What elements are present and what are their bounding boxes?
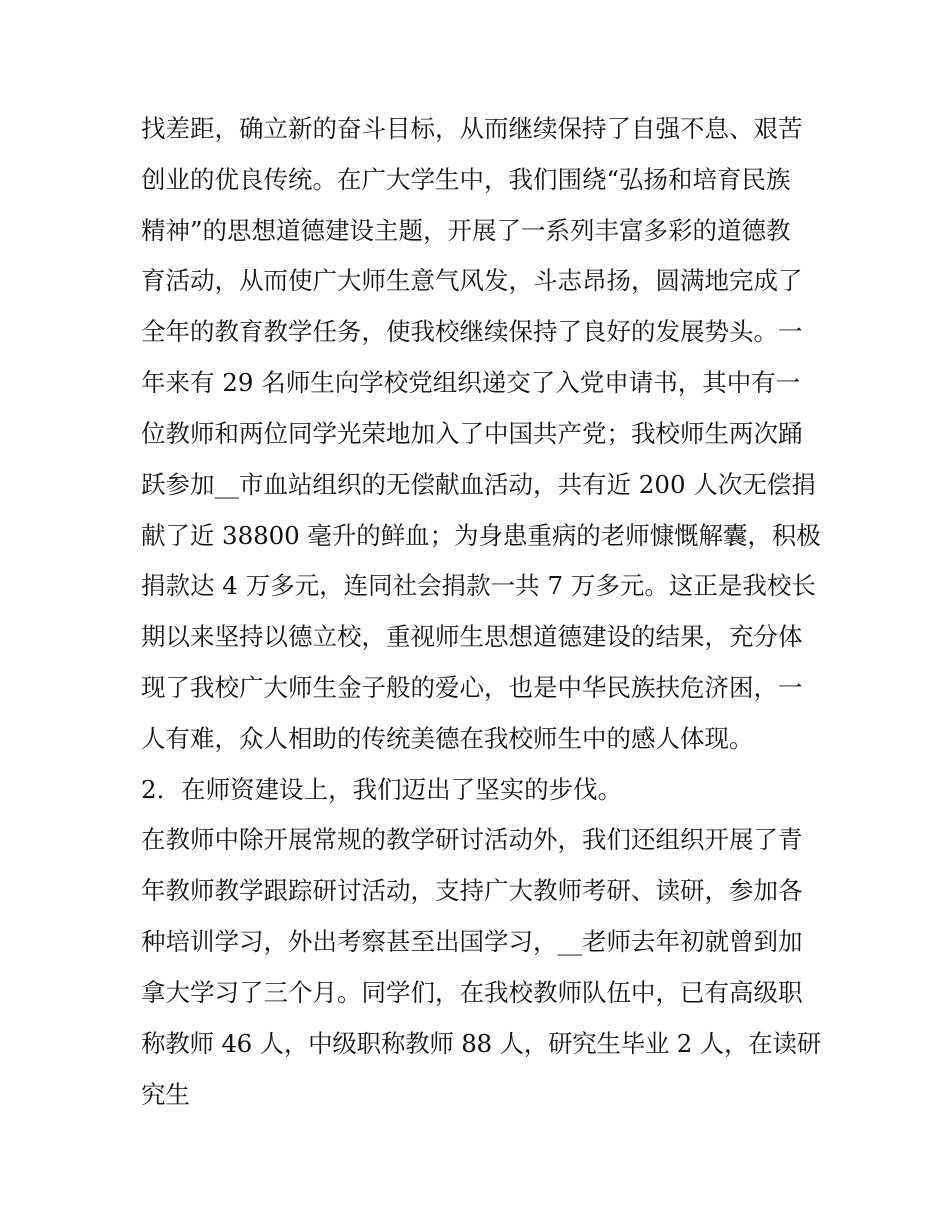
text-line: 人有难，众人相助的传统美德在我校师生中的感人体现。 [141,724,754,753]
text-line: 拿大学习了三个月。同学们，在我校教师队伍中，已有高级职 [141,978,803,1007]
text-line: 献了近 38800 毫升的鲜血；为身患重病的老师慷慨解囊，积极 [141,521,821,550]
text-line: 捐款达 4 万多元，连同社会捐款一共 7 万多元。这正是我校长 [141,571,816,600]
text-line: 找差距，确立新的奋斗目标，从而继续保持了自强不息、艰苦 [141,114,803,143]
text-line: 跃参加__市血站组织的无偿献血活动，共有近 200 人次无偿捐 [141,470,816,499]
text-line: 在教师中除开展常规的教学研讨活动外，我们还组织开展了青 [141,825,803,854]
text-line: 创业的优良传统。在广大学生中，我们围绕“弘扬和培育民族 [141,165,791,194]
text-line: 全年的教育教学任务，使我校继续保持了良好的发展势头。一 [141,317,803,346]
text-line: 年教师教学跟踪研讨活动，支持广大教师考研、读研，参加各 [141,876,803,905]
text-line: 育活动，从而使广大师生意气风发，斗志昂扬，圆满地完成了 [141,266,803,295]
text-line: 期以来坚持以德立校，重视师生思想道德建设的结果，充分体 [141,622,803,651]
text-line: 称教师 46 人，中级职称教师 88 人，研究生毕业 2 人，在读研 [141,1029,822,1058]
text-line: 种培训学习，外出考察甚至出国学习，__老师去年初就曾到加 [141,927,803,956]
text-line: 究生 [141,1080,190,1109]
text-line: 现了我校广大师生金子般的爱心，也是中华民族扶危济困，一 [141,673,803,702]
section-heading: 2．在师资建设上，我们迈出了坚实的步伐。 [141,775,623,804]
text-line: 位教师和两位同学光荣地加入了中国共产党；我校师生两次踊 [141,419,803,448]
text-line: 精神”的思想道德建设主题，开展了一系列丰富多彩的道德教 [141,216,791,245]
text-line: 年来有 29 名师生向学校党组织递交了入党申请书，其中有一 [141,368,801,397]
